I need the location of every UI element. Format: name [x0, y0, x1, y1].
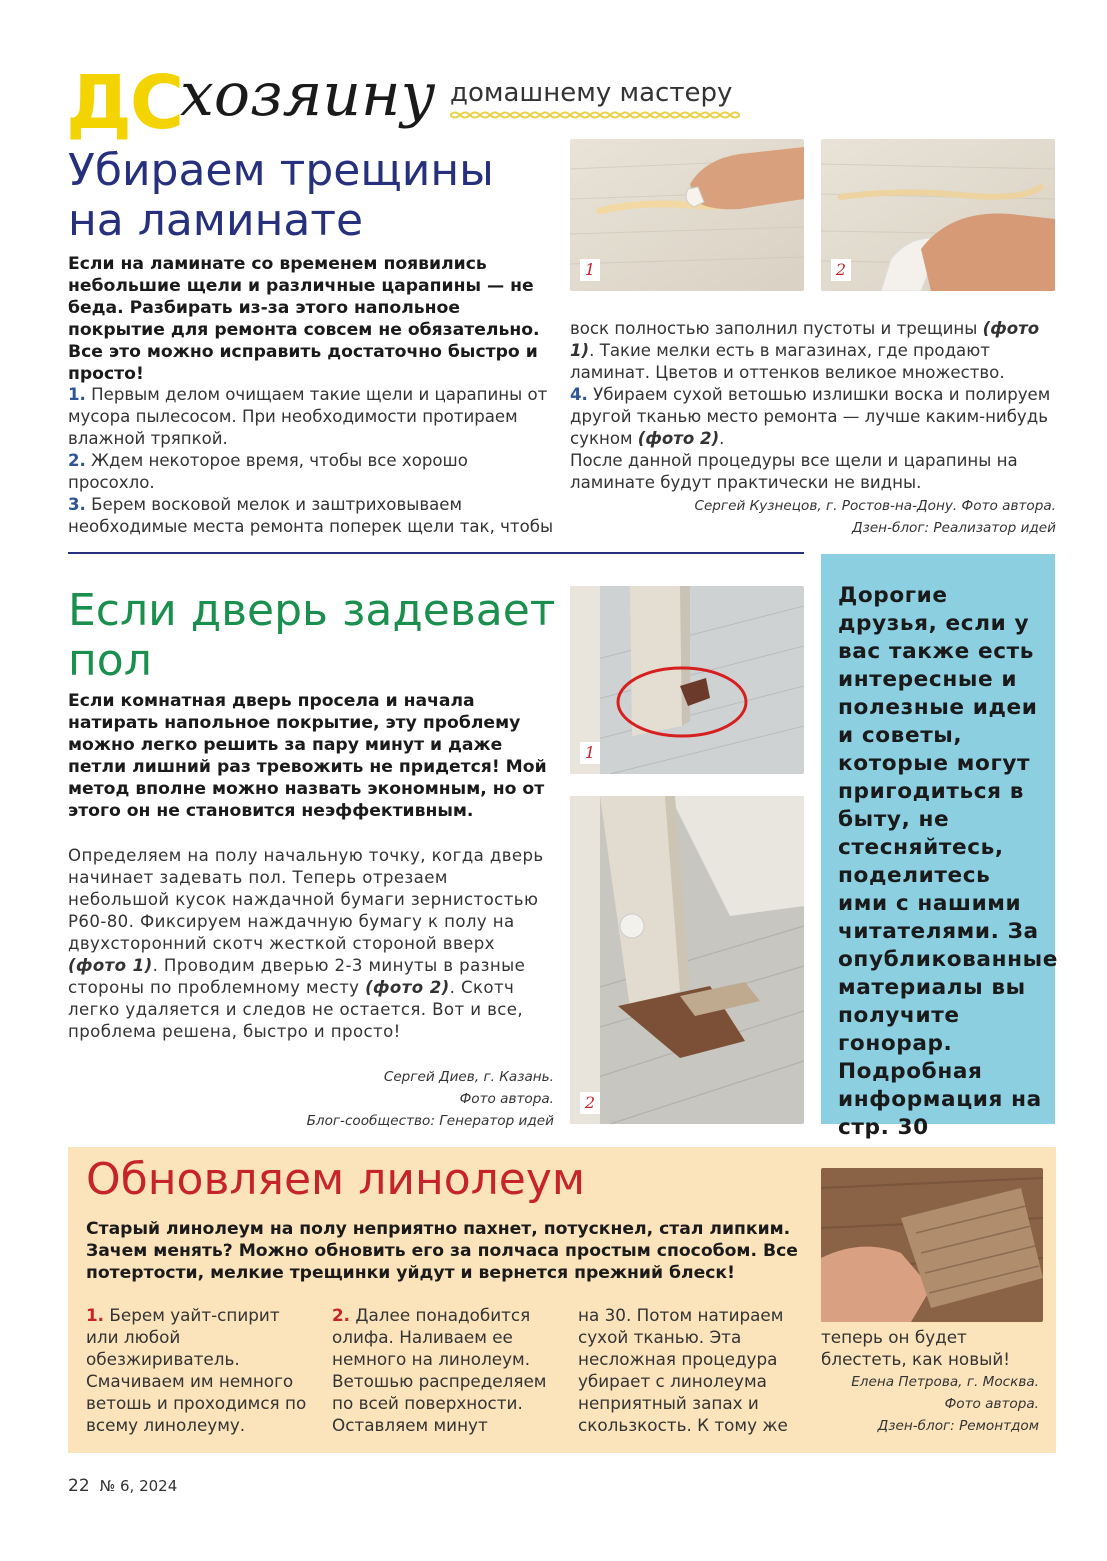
- section-title: хозяину: [180, 60, 436, 130]
- article2-lead: Если комнатная дверь просела и начала натирать напольное покрытие, эту проблему можно легко решить за пару минут и даже петли лишний раз тревожить не придется! Мой метод вполне можно назвать экономным, но от этого он не становится неэффективным.: [68, 691, 547, 821]
- article2-photo-credit: Фото автора.: [459, 1091, 554, 1107]
- chalk-photo: [570, 139, 804, 291]
- article1-source: Дзен-блог: Реализатор идей: [851, 520, 1056, 536]
- article1-author: Сергей Кузнецов, г. Ростов-на-Дону. Фото автора.: [694, 498, 1056, 514]
- article3-title: Обновляем линолеум: [86, 1154, 586, 1205]
- article2-author: Сергей Диев, г. Казань.: [383, 1069, 554, 1085]
- cloth-photo: [821, 139, 1055, 291]
- linoleum-photo: [821, 1168, 1043, 1322]
- step-1: 1. Первым делом очищаем такие щели и царапины от мусора пылесосом. При необходимости протираем влажной тряпкой.: [68, 385, 548, 448]
- article2-body: Определяем на полу начальную точку, когда дверь начинает задевать пол. Теперь отрезаем небольшой кусок наждачной бумаги зернистостью P60-80. Фиксируем наждачную бумагу к полу на двухсторонний скотч жесткой стороной вверх (фото 1). Проводим дверью 2-3 минуты в разные стороны по проблемному месту (фото 2). Скотч легко удаляется и следов не остается. Вот и все, проблема решена, быстро и просто!: [68, 846, 544, 1041]
- section-divider: [68, 552, 804, 554]
- section-subtitle: домашнему мастеру: [450, 78, 733, 108]
- step-2: 2. Ждем некоторое время, чтобы все хорошо просохло.: [68, 451, 468, 492]
- wavy-underline: [450, 110, 740, 120]
- article1-lead: Если на ламинате со временем появились небольшие щели и различные царапины — не беда. Разбирать из-за этого напольное покрытие для ремонта совсем не обязательно. Все это можно исправить достаточно быстро и просто!: [68, 254, 540, 384]
- article3-lead: Старый линолеум на полу неприятно пахнет, потускнел, стал липким. Зачем менять? Можно обновить его за полчаса простым способом. Все потертости, мелкие трещинки уйдут и вернется прежний блеск!: [86, 1219, 798, 1283]
- step-4: 4. Убираем сухой ветошью излишки воска и полируем другой тканью место ремонта — лучше каким-нибудь сукном (фото 2).: [570, 385, 1051, 448]
- article2-title: Если дверь задевает пол: [68, 585, 556, 686]
- photo-label: 2: [831, 259, 851, 281]
- linoleum-step-2: 2. Далее понадобится олифа. Наливаем ее немного на линолеум. Ветошью распределяем по всей поверхности. Оставляем минут: [332, 1305, 547, 1435]
- step-3-continued: воск полностью заполнил пустоты и трещины (фото 1). Такие мелки есть в магазинах, где продают ламинат. Цветов и оттенков великое множество.: [570, 319, 1040, 382]
- step-3: 3. Берем восковой мелок и заштриховываем необходимые места ремонта поперек щели так, чтобы: [68, 495, 554, 536]
- wood-sample-illustration: [821, 1168, 1043, 1322]
- closing-paragraph: После данной процедуры все щели и царапины на ламинате будут практически не видны.: [570, 451, 1018, 492]
- linoleum-closing: теперь он будет блестеть, как новый!: [821, 1327, 1010, 1369]
- linoleum-step-1: 1. Берем уайт-спирит или любой обезжириватель. Смачиваем им немного ветошь и проходимся по всему линолеуму.: [86, 1305, 307, 1435]
- page-number: 22: [68, 1476, 90, 1496]
- door-floor-illustration: [570, 586, 804, 774]
- article2-source: Блог-сообщество: Генератор идей: [306, 1113, 554, 1129]
- article1-steps-col1: [68, 384, 554, 538]
- door-photo-2: [570, 796, 804, 1124]
- magazine-logo: ДС: [66, 60, 183, 146]
- photo-label: 1: [580, 259, 600, 281]
- cloth-illustration: [821, 139, 1055, 291]
- article3-author: Елена Петрова, г. Москва.: [851, 1374, 1039, 1390]
- linoleum-step-2-continued: на 30. Потом натираем сухой тканью. Эта несложная процедура убирает с линолеума неприятный запах и скользкость. К тому же: [578, 1305, 788, 1435]
- door-photo-1: [570, 586, 804, 774]
- photo-label: 2: [580, 1092, 600, 1114]
- chalk-illustration: [570, 139, 804, 291]
- photo-label: 1: [580, 742, 600, 764]
- article3-source: Дзен-блог: Ремонтдом: [877, 1418, 1039, 1434]
- page-footer: [68, 1476, 177, 1496]
- door-sandpaper-illustration: [570, 796, 804, 1124]
- article1-steps-col2: [570, 318, 1056, 494]
- article3-photo-credit: Фото автора.: [944, 1396, 1039, 1412]
- article1-title: Убираем трещины на ламинате: [68, 145, 494, 246]
- readers-callout-text: Дорогие друзья, если у вас также есть интересные и полезные идеи и советы, которые могут пригодиться в быту, не стесняйтесь, поделитесь ими с нашими читателями. За опубликованные материалы вы получите гонорар. Подробная информация на стр. 30: [838, 583, 1058, 1140]
- issue-number: № 6, 2024: [99, 1477, 178, 1495]
